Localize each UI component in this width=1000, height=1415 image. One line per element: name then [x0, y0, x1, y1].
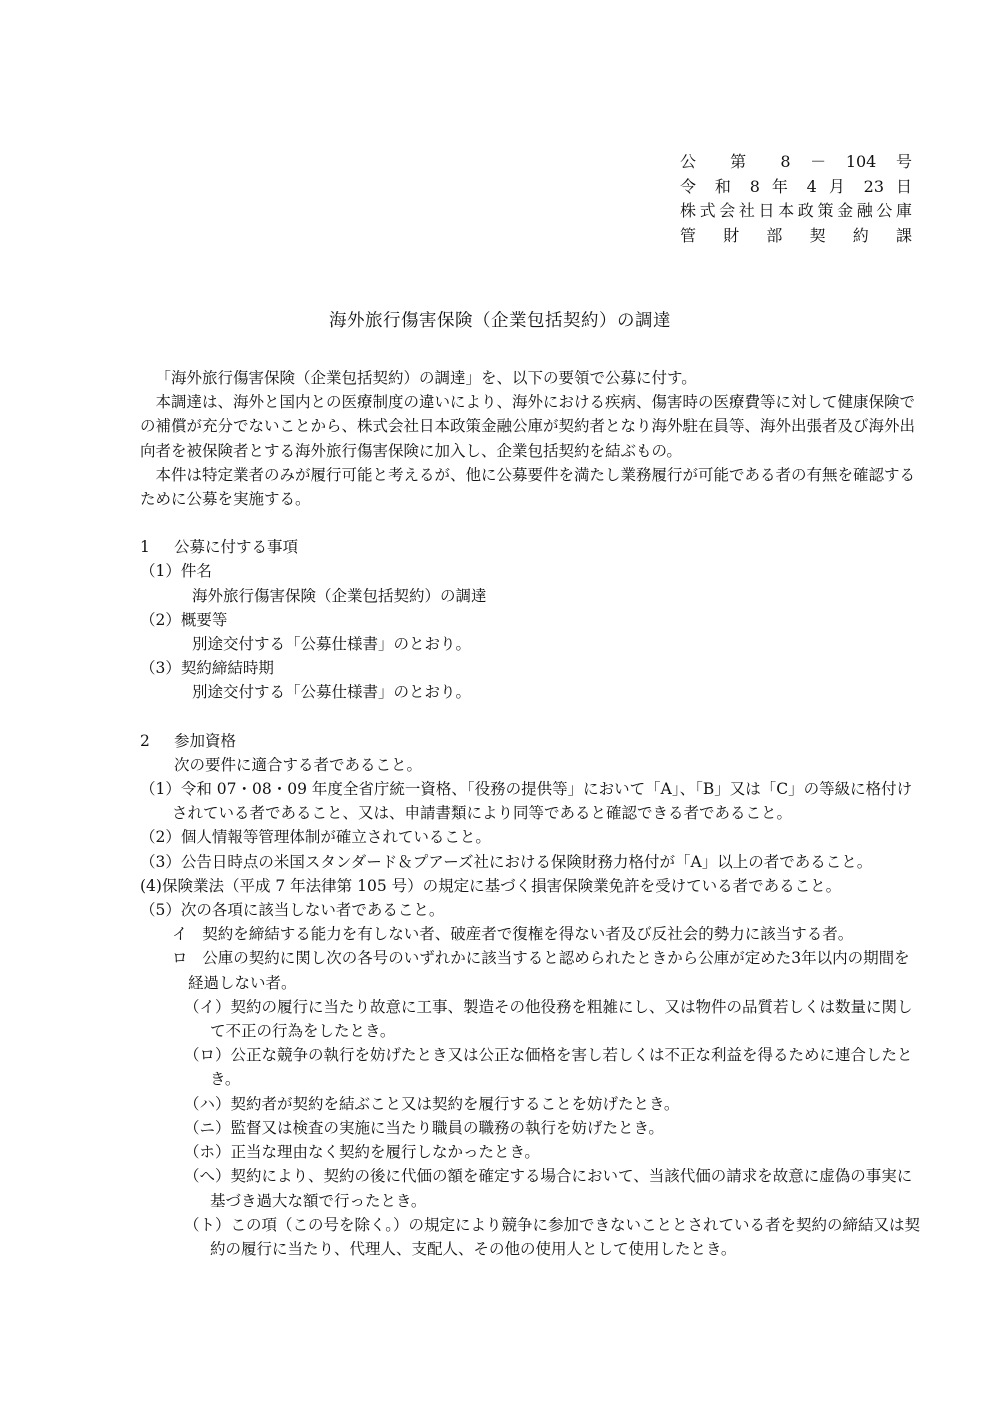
document-header: [680, 150, 912, 248]
item-number: （2）: [140, 828, 181, 847]
item-number: （3）: [140, 659, 181, 678]
item-number: （ハ）: [184, 1094, 231, 1113]
item-content: 別途交付する「公募仕様書」のとおり。: [192, 683, 472, 702]
item-number: ロ: [172, 949, 188, 968]
item-number: （2）: [140, 610, 181, 629]
disqualification-item: （ホ）正当な理由なく契約を履行しなかったとき。: [184, 1143, 540, 1162]
disqualification-item: （ト）この項（この号を除く。）の規定により競争に参加できないこととされている者を契約の締結又は契約の履行に当たり、代理人、支配人、その他の使用人として使用したとき。: [184, 1215, 920, 1258]
requirement-item: （5）次の各項に該当しない者であること。: [140, 901, 445, 920]
item-number: イ: [172, 925, 188, 944]
item-label: （1）件名: [140, 562, 212, 581]
section-lead: 次の要件に適合する者であること。: [174, 755, 423, 774]
section-number: 1: [140, 538, 150, 557]
requirement-item: （3）公告日時点の米国スタンダード＆プアーズ社における保険財務力格付が「A」以上の者であること。: [140, 852, 873, 871]
item-number: （ニ）: [184, 1118, 231, 1137]
intro-paragraph: 本件は特定業者のみが履行可能と考えるが、他に公募要件を満たし業務履行が可能である者の有無を確認するために公募を実施する。: [140, 465, 916, 509]
document-number: 公 第 8 － 104 号: [680, 152, 912, 171]
item-number: （ホ）: [184, 1143, 231, 1162]
disqualification-item: （ハ）契約者が契約を結ぶこと又は契約を履行することを妨げたとき。: [184, 1094, 680, 1113]
item-number: （イ）: [184, 997, 231, 1016]
disqualification-item: （ニ）監督又は検査の実施に当たり職員の職務の執行を妨げたとき。: [184, 1118, 664, 1137]
disqualification-item: （へ）契約により、契約の後に代価の額を確定する場合において、当該代価の請求を故意に虚偽の事実に基づき過大な額で行ったとき。: [184, 1167, 913, 1210]
intro-paragraph: 本調達は、海外と国内との医療制度の違いにより、海外における疾病、傷害時の医療費等に対して健康保険での補償が充分でないことから、株式会社日本政策金融公庫が契約者となり海外駐在員等、海外出張者及び海外出向者を被保険者とする海外旅行傷害保険に加入し、企業包括契約を結ぶもの。: [140, 393, 916, 460]
requirement-item: (4)保険業法（平成 7 年法律第 105 号）の規定に基づく損害保険業免許を受けている者であること。: [140, 876, 842, 895]
document-date: 令 和 8 年 4 月 23 日: [680, 176, 912, 196]
section-title: 参加資格: [174, 731, 237, 750]
exclusion-item: イ 契約を締結する能力を有しない者、破産者で復権を得ない者及び反社会的勢力に該当する者。: [172, 925, 854, 944]
item-number: （3）: [140, 852, 181, 871]
section-heading: [140, 535, 920, 559]
section-heading: [140, 729, 920, 753]
disqualification-item: （イ）契約の履行に当たり故意に工事、製造その他役務を粗雑にし、又は物件の品質若しくは数量に関して不正の行為をしたとき。: [184, 997, 913, 1041]
document-body: [140, 366, 920, 1261]
item-number: （へ）: [184, 1167, 231, 1186]
requirement-item: （2）個人情報等管理体制が確立されていること。: [140, 828, 491, 847]
item-number: （5）: [140, 901, 181, 920]
disqualification-item: （ロ）公正な競争の執行を妨げたとき又は公正な価格を害し若しくは不正な利益を得るために連合したとき。: [184, 1046, 913, 1089]
item-number: （ロ）: [184, 1046, 231, 1065]
item-label: （3）契約締結時期: [140, 659, 274, 678]
issuer-department: 管 財 部 契 約 課: [680, 225, 912, 245]
item-number: （ト）: [184, 1215, 231, 1234]
item-label: （2）概要等: [140, 610, 228, 629]
item-number: （1）: [140, 780, 181, 799]
exclusion-item: ロ 公庫の契約に関し次の各号のいずれかに該当すると認められたときから公庫が定めた3年以内の期間を経過しない者。: [172, 949, 910, 992]
item-content: 別途交付する「公募仕様書」のとおり。: [192, 635, 472, 654]
issuer-company: 株式会社日本政策金融公庫: [680, 201, 912, 220]
section-title: 公募に付する事項: [174, 538, 299, 557]
item-number: (4): [140, 876, 162, 895]
item-content: 海外旅行傷害保険（企業包括契約）の調達: [192, 586, 487, 605]
section-number: 2: [140, 731, 150, 750]
document-title: 海外旅行傷害保険（企業包括契約）の調達: [329, 311, 671, 331]
intro-paragraph: 「海外旅行傷害保険（企業包括契約）の調達」を、以下の要領で公募に付す。: [155, 369, 697, 387]
item-number: （1）: [140, 562, 181, 581]
requirement-item: （1）令和 07・08・09 年度全省庁統一資格、「役務の提供等」において「A」、「B」又は「C」の等級に格付けされている者であること、又は、申請書類により同等であると確認できる者であること。: [140, 780, 913, 823]
